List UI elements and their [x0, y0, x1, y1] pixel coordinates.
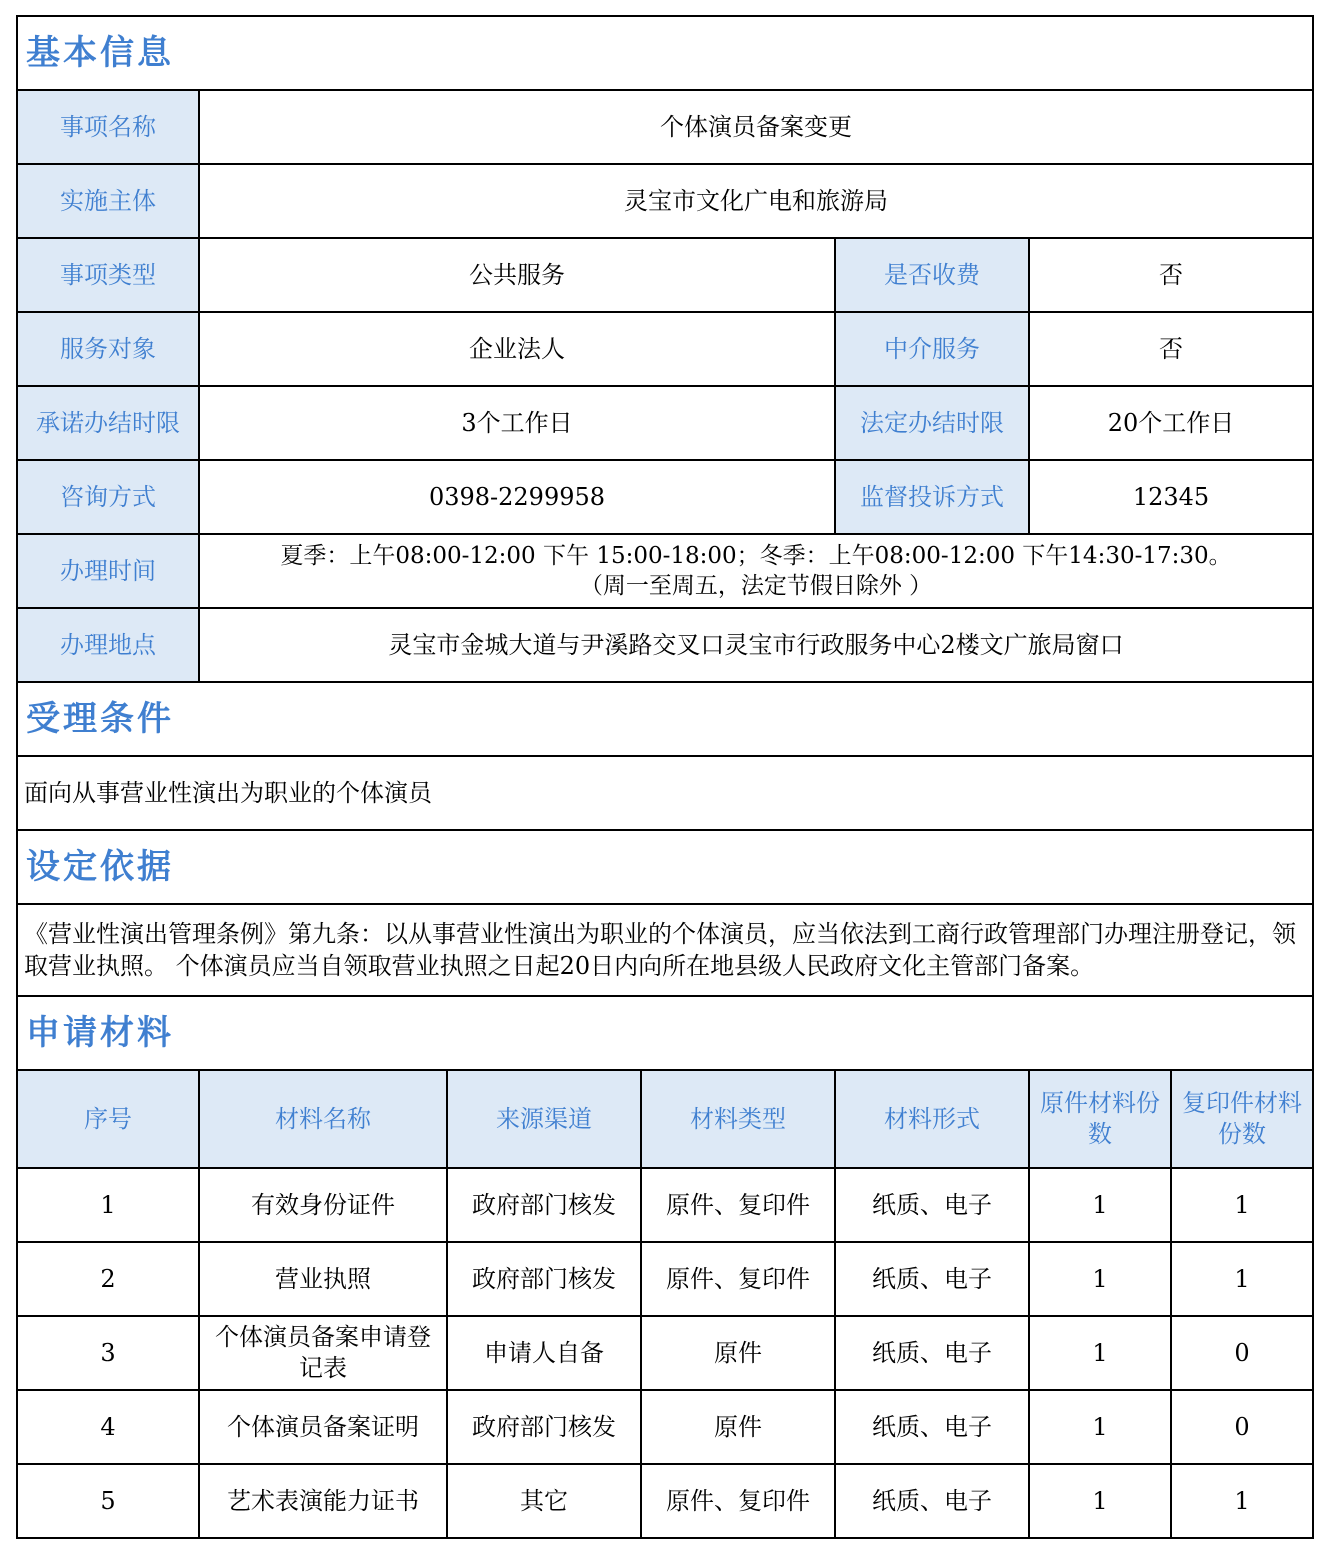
section-basic-info	[17, 16, 1313, 90]
cell-original-count: 1	[1029, 1168, 1171, 1242]
table-row	[17, 1316, 1313, 1390]
cell-source: 政府部门核发	[447, 1242, 641, 1316]
cell-seq: 5	[17, 1464, 199, 1538]
cell-material-name: 艺术表演能力证书	[199, 1464, 447, 1538]
header-copy-count: 复印件材料份数	[1171, 1070, 1313, 1168]
item-type-value: 公共服务	[199, 238, 835, 312]
location-value: 灵宝市金城大道与尹溪路交叉口灵宝市行政服务中心2楼文广旅局窗口	[199, 608, 1313, 682]
cell-source: 政府部门核发	[447, 1168, 641, 1242]
agency-value: 否	[1029, 312, 1313, 386]
row-contact	[17, 460, 1313, 534]
row-item-name	[17, 90, 1313, 164]
row-time-limit	[17, 386, 1313, 460]
hours-line-1: 夏季：上午08:00-12:00 下午 15:00-18:00；冬季：上午08:00-12:00 下午14:30-17:30。	[280, 543, 1232, 569]
cell-source: 其它	[447, 1464, 641, 1538]
header-material-name: 材料名称	[199, 1070, 447, 1168]
legal-limit-value: 20个工作日	[1029, 386, 1313, 460]
section-basis	[17, 830, 1313, 904]
fee-label: 是否收费	[835, 238, 1029, 312]
cell-source: 政府部门核发	[447, 1390, 641, 1464]
complaint-label: 监督投诉方式	[835, 460, 1029, 534]
implementer-label: 实施主体	[17, 164, 199, 238]
section-title-materials: 申请材料	[17, 996, 1313, 1070]
cell-copy-count: 1	[1171, 1168, 1313, 1242]
cell-material-form: 纸质、电子	[835, 1242, 1029, 1316]
cell-material-type: 原件、复印件	[641, 1168, 835, 1242]
row-implementer	[17, 164, 1313, 238]
table-row	[17, 1242, 1313, 1316]
header-material-type: 材料类型	[641, 1070, 835, 1168]
cell-copy-count: 0	[1171, 1316, 1313, 1390]
cell-material-form: 纸质、电子	[835, 1390, 1029, 1464]
location-label: 办理地点	[17, 608, 199, 682]
service-object-label: 服务对象	[17, 312, 199, 386]
basis-text: 《营业性演出管理条例》第九条：以从事营业性演出为职业的个体演员，应当依法到工商行政管理部门办理注册登记，领取营业执照。 个体演员应当自领取营业执照之日起20日内向所在地县级人民政府文化主管部门备案。	[17, 904, 1313, 996]
cell-material-form: 纸质、电子	[835, 1464, 1029, 1538]
table-row	[17, 1168, 1313, 1242]
hours-label: 办理时间	[17, 534, 199, 608]
cell-seq: 2	[17, 1242, 199, 1316]
section-materials	[17, 996, 1313, 1070]
consult-value: 0398-2299958	[199, 460, 835, 534]
service-object-value: 企业法人	[199, 312, 835, 386]
promised-limit-value: 3个工作日	[199, 386, 835, 460]
row-hours	[17, 534, 1313, 608]
cell-original-count: 1	[1029, 1316, 1171, 1390]
cell-material-type: 原件、复印件	[641, 1242, 835, 1316]
row-location	[17, 608, 1313, 682]
row-item-type	[17, 238, 1313, 312]
cell-copy-count: 1	[1171, 1464, 1313, 1538]
cell-source: 申请人自备	[447, 1316, 641, 1390]
cell-material-name: 有效身份证件	[199, 1168, 447, 1242]
materials-header-row	[17, 1070, 1313, 1168]
cell-original-count: 1	[1029, 1464, 1171, 1538]
cell-material-name: 营业执照	[199, 1242, 447, 1316]
header-source: 来源渠道	[447, 1070, 641, 1168]
legal-limit-label: 法定办结时限	[835, 386, 1029, 460]
cell-seq: 4	[17, 1390, 199, 1464]
service-guide-table	[16, 15, 1314, 1539]
cell-material-name: 个体演员备案申请登记表	[199, 1316, 447, 1390]
section-title-basis: 设定依据	[17, 830, 1313, 904]
fee-value: 否	[1029, 238, 1313, 312]
conditions-text: 面向从事营业性演出为职业的个体演员	[17, 756, 1313, 830]
cell-seq: 1	[17, 1168, 199, 1242]
header-material-form: 材料形式	[835, 1070, 1029, 1168]
complaint-value: 12345	[1029, 460, 1313, 534]
section-conditions	[17, 682, 1313, 756]
item-name-value: 个体演员备案变更	[199, 90, 1313, 164]
implementer-value: 灵宝市文化广电和旅游局	[199, 164, 1313, 238]
cell-copy-count: 1	[1171, 1242, 1313, 1316]
table-row	[17, 1464, 1313, 1538]
section-title-basic-info: 基本信息	[17, 16, 1313, 90]
cell-material-type: 原件	[641, 1316, 835, 1390]
promised-limit-label: 承诺办结时限	[17, 386, 199, 460]
cell-material-name: 个体演员备案证明	[199, 1390, 447, 1464]
row-conditions-text	[17, 756, 1313, 830]
row-service-object	[17, 312, 1313, 386]
cell-original-count: 1	[1029, 1242, 1171, 1316]
cell-material-type: 原件、复印件	[641, 1464, 835, 1538]
cell-material-form: 纸质、电子	[835, 1168, 1029, 1242]
cell-copy-count: 0	[1171, 1390, 1313, 1464]
cell-material-type: 原件	[641, 1390, 835, 1464]
header-seq: 序号	[17, 1070, 199, 1168]
table-row	[17, 1390, 1313, 1464]
header-original-count: 原件材料份数	[1029, 1070, 1171, 1168]
section-title-conditions: 受理条件	[17, 682, 1313, 756]
cell-seq: 3	[17, 1316, 199, 1390]
consult-label: 咨询方式	[17, 460, 199, 534]
row-basis-text	[17, 904, 1313, 996]
agency-label: 中介服务	[835, 312, 1029, 386]
cell-original-count: 1	[1029, 1390, 1171, 1464]
cell-material-form: 纸质、电子	[835, 1316, 1029, 1390]
hours-value	[199, 534, 1313, 608]
item-name-label: 事项名称	[17, 90, 199, 164]
item-type-label: 事项类型	[17, 238, 199, 312]
hours-line-2: （周一至周五，法定节假日除外 ）	[579, 573, 933, 599]
service-guide-sheet	[16, 15, 1312, 1539]
